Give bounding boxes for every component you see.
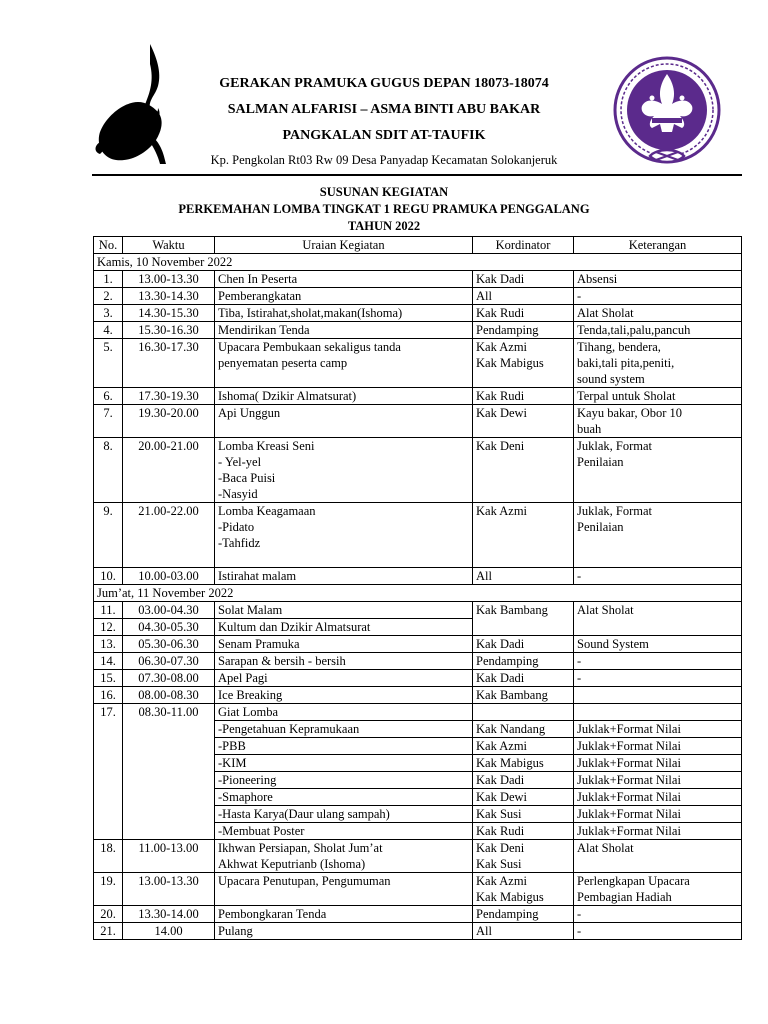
letterhead-divider xyxy=(92,174,742,176)
row-no: 14. xyxy=(94,653,123,670)
row-note xyxy=(574,438,742,503)
row-no: 4. xyxy=(94,322,123,339)
row-desc: Kultum dan Dzikir Almatsurat xyxy=(215,619,473,636)
row-coord-line: Kak Deni xyxy=(476,841,525,855)
row-time: 19.30-20.00 xyxy=(123,405,215,438)
row-desc: -PBB xyxy=(215,738,473,755)
row-desc-line: Upacara Pembukaan sekaligus tanda xyxy=(218,340,401,354)
letterhead-line-1: GERAKAN PRAMUKA GUGUS DEPAN 18073-18074 xyxy=(219,76,549,91)
table-row xyxy=(94,923,742,940)
day-label: Jum’at, 11 November 2022 xyxy=(94,585,742,602)
row-note-line: Tihang, bendera, xyxy=(577,340,661,354)
row-desc: Ishoma( Dzikir Almatsurat) xyxy=(215,388,473,405)
table-row xyxy=(94,906,742,923)
row-note: Alat Sholat xyxy=(574,602,742,636)
table-row xyxy=(94,503,742,568)
row-no: 17. xyxy=(94,704,123,840)
row-desc-line: penyematan peserta camp xyxy=(218,356,348,370)
row-coord: Kak Nandang xyxy=(473,721,574,738)
row-desc-line: Lomba Kreasi Seni xyxy=(218,439,315,453)
row-note-line: Pembagian Hadiah xyxy=(577,890,672,904)
row-coord xyxy=(473,873,574,906)
row-no: 16. xyxy=(94,687,123,704)
row-note xyxy=(574,687,742,704)
row-coord: Kak Bambang xyxy=(473,602,574,636)
row-note: Sound System xyxy=(574,636,742,653)
row-note: Juklak+Format Nilai xyxy=(574,772,742,789)
title-susunan-kegiatan: SUSUNAN KEGIATAN xyxy=(319,185,449,199)
row-no: 6. xyxy=(94,388,123,405)
row-desc: Pulang xyxy=(215,923,473,940)
row-no: 9. xyxy=(94,503,123,568)
row-coord: Pendamping xyxy=(473,906,574,923)
row-note-line: Perlengkapan Upacara xyxy=(577,874,690,888)
row-desc: Pemberangkatan xyxy=(215,288,473,305)
row-time: 13.30-14.30 xyxy=(123,288,215,305)
day-row xyxy=(94,254,742,271)
row-desc: -Smaphore xyxy=(215,789,473,806)
row-desc: Chen In Peserta xyxy=(215,271,473,288)
row-time: 21.00-22.00 xyxy=(123,503,215,568)
row-time: 08.30-11.00 xyxy=(123,704,215,840)
row-time: 20.00-21.00 xyxy=(123,438,215,503)
row-coord: Pendamping xyxy=(473,653,574,670)
row-desc: -Pengetahuan Kepramukaan xyxy=(215,721,473,738)
row-note: Alat Sholat xyxy=(574,305,742,322)
row-desc: -Pioneering xyxy=(215,772,473,789)
scout-fleur-de-lis-emblem xyxy=(612,54,722,172)
row-desc: Senam Pramuka xyxy=(215,636,473,653)
row-desc-line: -Pidato xyxy=(218,520,255,534)
row-time: 14.30-15.30 xyxy=(123,305,215,322)
row-desc: Istirahat malam xyxy=(215,568,473,585)
row-desc: -KIM xyxy=(215,755,473,772)
row-note: Alat Sholat xyxy=(574,840,742,873)
row-coord: Kak Mabigus xyxy=(473,755,574,772)
row-coord: Kak Dadi xyxy=(473,271,574,288)
row-no: 21. xyxy=(94,923,123,940)
row-coord xyxy=(473,339,574,388)
row-desc: Giat Lomba xyxy=(215,704,473,721)
table-row xyxy=(94,602,742,619)
table-row xyxy=(94,636,742,653)
row-desc-line: -Baca Puisi xyxy=(218,471,276,485)
row-time: 10.00-03.00 xyxy=(123,568,215,585)
row-desc: -Membuat Poster xyxy=(215,823,473,840)
row-desc: Upacara Penutupan, Pengumuman xyxy=(215,873,473,906)
row-coord: Kak Dadi xyxy=(473,772,574,789)
title-year: TAHUN 2022 xyxy=(347,219,421,233)
row-note: - xyxy=(574,670,742,687)
row-note xyxy=(574,405,742,438)
row-coord-line: Kak Azmi xyxy=(476,874,528,888)
row-desc: Api Unggun xyxy=(215,405,473,438)
row-time: 04.30-05.30 xyxy=(123,619,215,636)
table-row xyxy=(94,873,742,906)
row-coord: Pendamping xyxy=(473,322,574,339)
table-row xyxy=(94,653,742,670)
row-coord xyxy=(473,704,574,721)
row-note-line: baki,tali pita,peniti, xyxy=(577,356,675,370)
row-time: 03.00-04.30 xyxy=(123,602,215,619)
table-row xyxy=(94,438,742,503)
row-time: 13.30-14.00 xyxy=(123,906,215,923)
row-no: 1. xyxy=(94,271,123,288)
row-note xyxy=(574,704,742,721)
row-time: 07.30-08.00 xyxy=(123,670,215,687)
row-desc-line: -Nasyid xyxy=(218,487,258,501)
row-coord-line: Kak Mabigus xyxy=(476,356,544,370)
row-desc xyxy=(215,339,473,388)
header-note: Keterangan xyxy=(574,237,742,254)
row-no: 2. xyxy=(94,288,123,305)
row-coord: Kak Dewi xyxy=(473,789,574,806)
row-note: Juklak+Format Nilai xyxy=(574,755,742,772)
row-desc-line: -Tahfidz xyxy=(218,536,261,550)
row-desc: Sarapan & bersih - bersih xyxy=(215,653,473,670)
row-coord: All xyxy=(473,288,574,305)
row-note-line: sound system xyxy=(577,372,645,386)
row-time: 06.30-07.30 xyxy=(123,653,215,670)
row-coord: All xyxy=(473,923,574,940)
row-coord: Kak Susi xyxy=(473,806,574,823)
row-time: 08.00-08.30 xyxy=(123,687,215,704)
document-titles xyxy=(0,184,768,235)
table-row xyxy=(94,288,742,305)
row-note: Juklak+Format Nilai xyxy=(574,721,742,738)
row-note: - xyxy=(574,906,742,923)
row-coord xyxy=(473,840,574,873)
row-no: 7. xyxy=(94,405,123,438)
row-no: 5. xyxy=(94,339,123,388)
row-note-line: Penilaian xyxy=(577,455,624,469)
row-no: 3. xyxy=(94,305,123,322)
row-no: 8. xyxy=(94,438,123,503)
row-no: 15. xyxy=(94,670,123,687)
row-no: 11. xyxy=(94,602,123,619)
row-desc xyxy=(215,503,473,568)
row-note: Terpal untuk Sholat xyxy=(574,388,742,405)
day-row xyxy=(94,585,742,602)
row-no: 18. xyxy=(94,840,123,873)
table-row xyxy=(94,568,742,585)
row-coord: Kak Azmi xyxy=(473,503,574,568)
table-row xyxy=(94,670,742,687)
row-coord-line: Kak Susi xyxy=(476,857,522,871)
row-time: 16.30-17.30 xyxy=(123,339,215,388)
table-row xyxy=(94,271,742,288)
letterhead-line-3: PANGKALAN SDIT AT-TAUFIK xyxy=(282,128,486,143)
row-coord: Kak Dadi xyxy=(473,670,574,687)
row-time: 14.00 xyxy=(123,923,215,940)
row-desc: Mendirikan Tenda xyxy=(215,322,473,339)
row-no: 10. xyxy=(94,568,123,585)
row-no: 13. xyxy=(94,636,123,653)
row-coord: Kak Rudi xyxy=(473,305,574,322)
letterhead-address: Kp. Pengkolan Rt03 Rw 09 Desa Panyadap Kecamatan Solokanjeruk xyxy=(210,153,558,167)
row-note: Juklak+Format Nilai xyxy=(574,738,742,755)
row-note: Tenda,tali,palu,pancuh xyxy=(574,322,742,339)
title-perkemahan: PERKEMAHAN LOMBA TINGKAT 1 REGU PRAMUKA PENGGALANG xyxy=(178,202,590,216)
row-desc xyxy=(215,438,473,503)
row-note-line: Juklak, Format xyxy=(577,439,652,453)
row-time: 05.30-06.30 xyxy=(123,636,215,653)
schedule-table xyxy=(93,236,742,940)
row-desc-line: Ikhwan Persiapan, Sholat Jum’at xyxy=(218,841,383,855)
row-coord: Kak Dadi xyxy=(473,636,574,653)
table-row xyxy=(94,388,742,405)
row-time: 15.30-16.30 xyxy=(123,322,215,339)
table-row xyxy=(94,840,742,873)
row-desc: Pembongkaran Tenda xyxy=(215,906,473,923)
row-desc: -Hasta Karya(Daur ulang sampah) xyxy=(215,806,473,823)
row-desc: Tiba, Istirahat,sholat,makan(Ishoma) xyxy=(215,305,473,322)
row-note-line: buah xyxy=(577,422,602,436)
table-row xyxy=(94,322,742,339)
letterhead xyxy=(0,0,768,180)
row-desc xyxy=(215,840,473,873)
row-note: - xyxy=(574,568,742,585)
row-no: 19. xyxy=(94,873,123,906)
row-time: 11.00-13.00 xyxy=(123,840,215,873)
table-header-row xyxy=(94,237,742,254)
row-time: 13.00-13.30 xyxy=(123,873,215,906)
row-note: Juklak+Format Nilai xyxy=(574,806,742,823)
row-note: - xyxy=(574,923,742,940)
table-row xyxy=(94,405,742,438)
header-coord: Kordinator xyxy=(473,237,574,254)
row-coord: Kak Rudi xyxy=(473,388,574,405)
row-desc-line: Akhwat Keputrianb (Ishoma) xyxy=(218,857,366,871)
header-no: No. xyxy=(94,237,123,254)
row-note-line: Kayu bakar, Obor 10 xyxy=(577,406,683,420)
table-row xyxy=(94,687,742,704)
row-coord: Kak Azmi xyxy=(473,738,574,755)
day-label: Kamis, 10 November 2022 xyxy=(94,254,742,271)
row-desc: Solat Malam xyxy=(215,602,473,619)
row-note xyxy=(574,339,742,388)
table-row xyxy=(94,339,742,388)
table-row xyxy=(94,305,742,322)
row-no: 12. xyxy=(94,619,123,636)
row-note: - xyxy=(574,653,742,670)
row-note: Absensi xyxy=(574,271,742,288)
header-desc: Uraian Kegiatan xyxy=(215,237,473,254)
row-note xyxy=(574,503,742,568)
header-time: Waktu xyxy=(123,237,215,254)
row-no: 20. xyxy=(94,906,123,923)
row-note xyxy=(574,873,742,906)
row-note: Juklak+Format Nilai xyxy=(574,789,742,806)
row-coord: All xyxy=(473,568,574,585)
row-coord: Kak Bambang xyxy=(473,687,574,704)
row-time: 13.00-13.30 xyxy=(123,271,215,288)
row-note: - xyxy=(574,288,742,305)
row-note-line: Juklak, Format xyxy=(577,504,652,518)
table-row xyxy=(94,704,742,721)
row-desc: Apel Pagi xyxy=(215,670,473,687)
row-note-line: Penilaian xyxy=(577,520,624,534)
row-desc-line: Lomba Keagamaan xyxy=(218,504,316,518)
row-coord-line: Kak Mabigus xyxy=(476,890,544,904)
row-time: 17.30-19.30 xyxy=(123,388,215,405)
row-desc: Ice Breaking xyxy=(215,687,473,704)
letterhead-line-2: SALMAN ALFARISI – ASMA BINTI ABU BAKAR xyxy=(227,102,541,117)
row-note: Juklak+Format Nilai xyxy=(574,823,742,840)
row-desc-line: - Yel-yel xyxy=(218,455,262,469)
row-coord: Kak Rudi xyxy=(473,823,574,840)
row-coord: Kak Deni xyxy=(473,438,574,503)
row-coord: Kak Dewi xyxy=(473,405,574,438)
row-coord-line: Kak Azmi xyxy=(476,340,528,354)
